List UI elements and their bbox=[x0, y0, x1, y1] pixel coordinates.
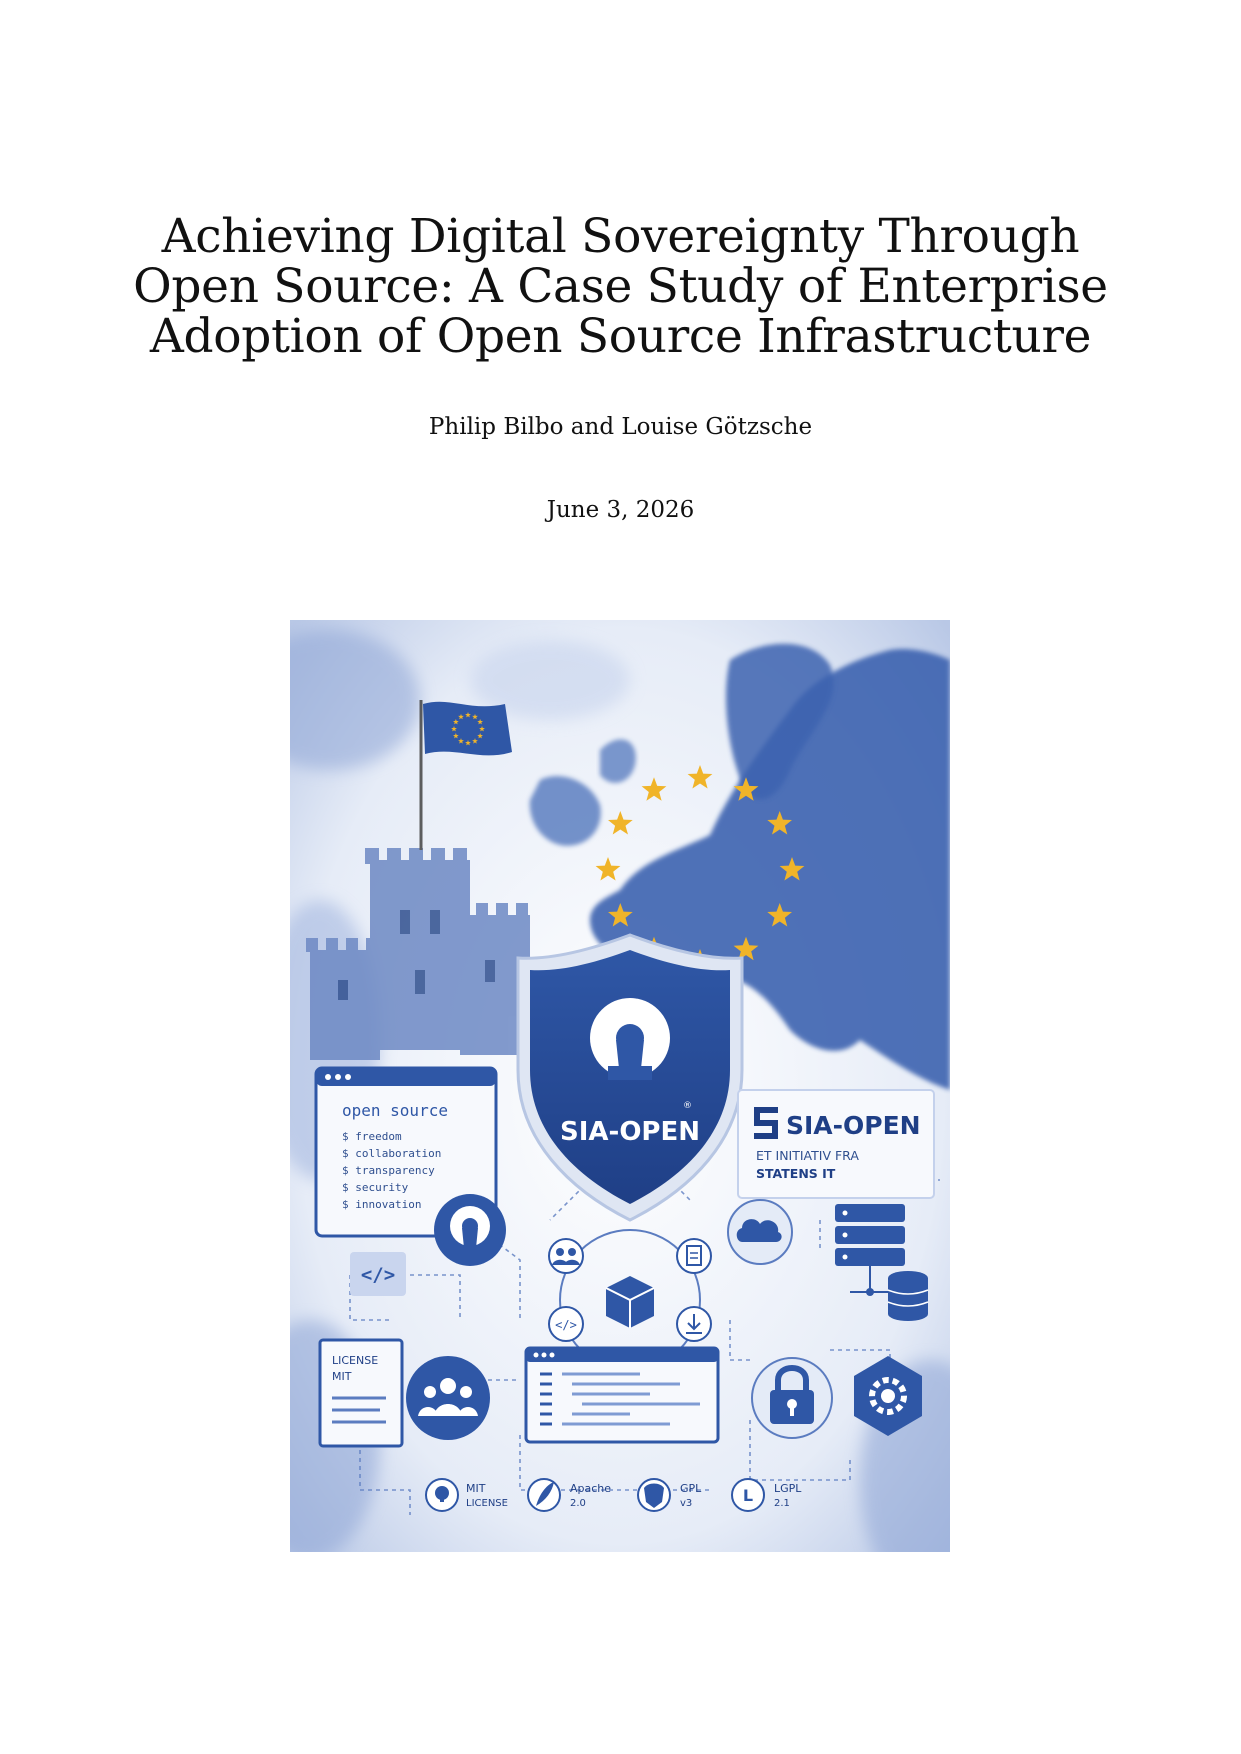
license-label: MIT bbox=[466, 1482, 486, 1495]
registered-mark: ® bbox=[683, 1101, 692, 1111]
terminal-line: $ transparency bbox=[342, 1164, 435, 1177]
license-label: LICENSE bbox=[466, 1498, 508, 1509]
document-title: Achieving Digital Sovereignty Through Open Source: A Case Study of Enterprise Adoption of Open Source Infrastructure bbox=[133, 209, 1108, 364]
license-card bbox=[320, 1340, 402, 1446]
license-card-title: LICENSE bbox=[332, 1354, 379, 1367]
sign-line1: ET INITIATIV FRA bbox=[756, 1148, 859, 1163]
cover-art bbox=[290, 620, 950, 1552]
open-source-badge bbox=[434, 1194, 506, 1266]
code-icon bbox=[350, 1252, 406, 1296]
license-label: v3 bbox=[680, 1498, 693, 1509]
document-date: June 3, 2026 bbox=[546, 497, 695, 523]
code-editor-panel bbox=[526, 1348, 718, 1442]
license-label: GPL bbox=[680, 1482, 702, 1495]
database-icon bbox=[888, 1271, 928, 1321]
cover-illustration bbox=[290, 620, 950, 1552]
terminal-line: $ innovation bbox=[342, 1198, 422, 1211]
eu-flag-icon bbox=[423, 702, 512, 756]
sign-brand: SIA-OPEN bbox=[786, 1111, 921, 1140]
license-card-subtitle: MIT bbox=[332, 1370, 352, 1383]
document-authors: Philip Bilbo and Louise Götzsche bbox=[428, 414, 813, 440]
sign-line2: STATENS IT bbox=[756, 1166, 836, 1181]
community-users-icon bbox=[406, 1356, 490, 1440]
download-icon bbox=[677, 1307, 711, 1341]
terminal-heading: open source bbox=[342, 1101, 448, 1120]
license-label: LGPL bbox=[774, 1482, 802, 1495]
sia-open-sign bbox=[738, 1090, 934, 1198]
license-label: Apache bbox=[570, 1482, 612, 1495]
terminal-line: $ security bbox=[342, 1181, 409, 1194]
sia-logo-icon bbox=[754, 1107, 778, 1139]
padlock-icon bbox=[752, 1358, 832, 1438]
terminal-line: $ collaboration bbox=[342, 1147, 442, 1160]
code-tag: </> bbox=[360, 1264, 396, 1286]
license-label: 2.0 bbox=[570, 1498, 586, 1509]
svg-text:L: L bbox=[742, 1486, 754, 1505]
users-icon bbox=[549, 1239, 583, 1273]
code-circle-icon bbox=[549, 1307, 583, 1341]
document-icon bbox=[677, 1239, 711, 1273]
license-label: 2.1 bbox=[774, 1498, 790, 1509]
terminal-line: $ freedom bbox=[342, 1130, 402, 1143]
svg-text:</>: </> bbox=[555, 1318, 577, 1332]
shield-label: SIA-OPEN bbox=[560, 1117, 700, 1147]
cloud-icon bbox=[728, 1200, 792, 1264]
